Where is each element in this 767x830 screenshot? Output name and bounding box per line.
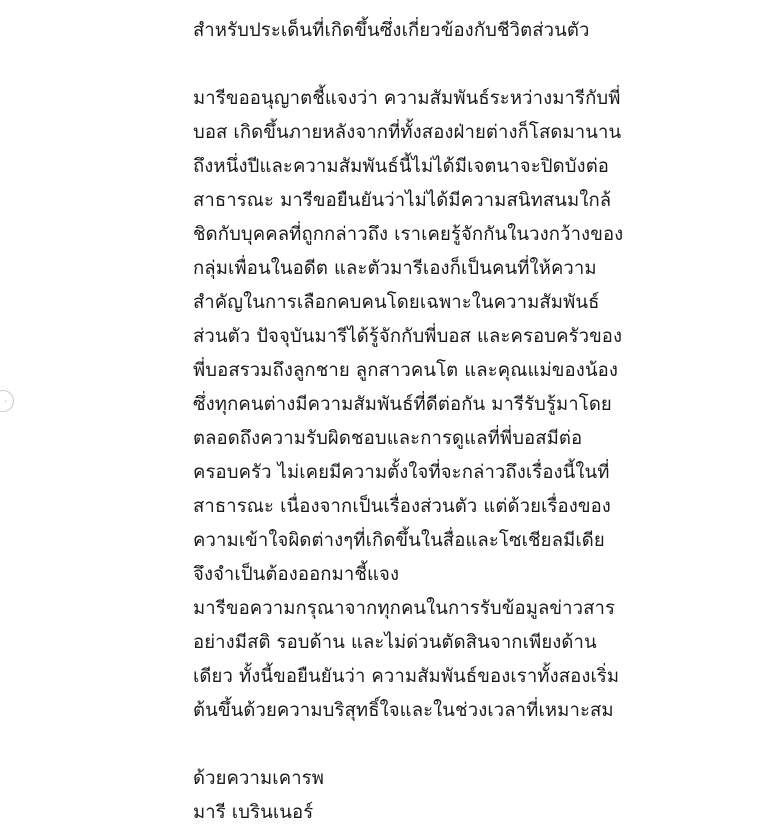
paragraph-line: ต้นขึ้นด้วยความบริสุทธิ์ใจและในช่วงเวลาที่เหมาะสม xyxy=(193,700,614,721)
statement-document xyxy=(193,14,713,830)
statement-heading: สำหรับประเด็นที่เกิดขึ้นซึ่งเกี่ยวข้องกับชีวิตส่วนตัว xyxy=(193,20,590,41)
signature-name: มารี เบรินเนอร์ xyxy=(193,802,314,823)
paragraph-line: ชิดกับบุคคลที่ถูกกล่าวถึง เราเคยรู้จักกันในวงกว้างของ xyxy=(193,224,624,245)
spacer xyxy=(193,728,713,762)
paragraph-line: ถึงหนึ่งปีและความสัมพันธ์นี้ไม่ได้มีเจตนาจะปิดบังต่อ xyxy=(193,156,610,177)
paragraph-line: สาธารณะ เนื่องจากเป็นเรื่องส่วนตัว แต่ด้วยเรื่องของ xyxy=(193,496,611,517)
paragraph-line: กลุ่มเพื่อนในอดีต และตัวมารีเองก็เป็นคนที่ให้ความ xyxy=(193,258,597,279)
spacer xyxy=(193,48,713,82)
paragraph-line: บอส เกิดขึ้นภายหลังจากที่ทั้งสองฝ่ายต่างก็โสดมานาน xyxy=(193,122,622,143)
closing-line: ด้วยความเคารพ xyxy=(193,768,325,789)
paragraph-line: สาธารณะ มารีขอยืนยันว่าไม่ได้มีความสนิทสนมใกล้ xyxy=(193,190,612,211)
paragraph-line: ความเข้าใจผิดต่างๆที่เกิดขึ้นในสื่อและโซเชียลมีเดีย xyxy=(193,530,605,551)
statement-paragraph-1 xyxy=(193,82,713,592)
paragraph-line: อย่างมีสติ รอบด้าน และไม่ด่วนตัดสินจากเพียงด้าน xyxy=(193,632,597,653)
paragraph-line: มารีขออนุญาตชี้แจงว่า ความสัมพันธ์ระหว่างมารีกับพี่ xyxy=(193,88,621,109)
chevron-left-icon xyxy=(5,396,7,406)
paragraph-line: มารีขอความกรุณาจากทุกคนในการรับข้อมูลข่าวสาร xyxy=(193,598,616,619)
paragraph-line: ส่วนตัว ปัจจุบันมารีได้รู้จักกับพี่บอส และครอบครัวของ xyxy=(193,326,623,347)
previous-slide-button[interactable] xyxy=(0,390,14,412)
paragraph-line: ครอบครัว ไม่เคยมีความตั้งใจที่จะกล่าวถึงเรื่องนี้ในที่ xyxy=(193,462,610,483)
paragraph-line: พี่บอสรวมถึงลูกชาย ลูกสาวคนโต และคุณแม่ของน้อง xyxy=(193,360,618,381)
paragraph-line: ซึ่งทุกคนต่างมีความสัมพันธ์ที่ดีต่อกัน มารีรับรู้มาโดย xyxy=(193,394,612,415)
paragraph-line: ตลอดถึงความรับผิดชอบและการดูแลที่พี่บอสมีต่อ xyxy=(193,428,583,449)
paragraph-line: เดียว ทั้งนี้ขอยืนยันว่า ความสัมพันธ์ของเราทั้งสองเริ่ม xyxy=(193,666,620,687)
paragraph-line: จึงจำเป็นต้องออกมาชี้แจง xyxy=(193,564,400,585)
paragraph-line: สำคัญในการเลือกคบคนโดยเฉพาะในความสัมพันธ์ xyxy=(193,292,600,313)
statement-paragraph-2 xyxy=(193,592,713,728)
